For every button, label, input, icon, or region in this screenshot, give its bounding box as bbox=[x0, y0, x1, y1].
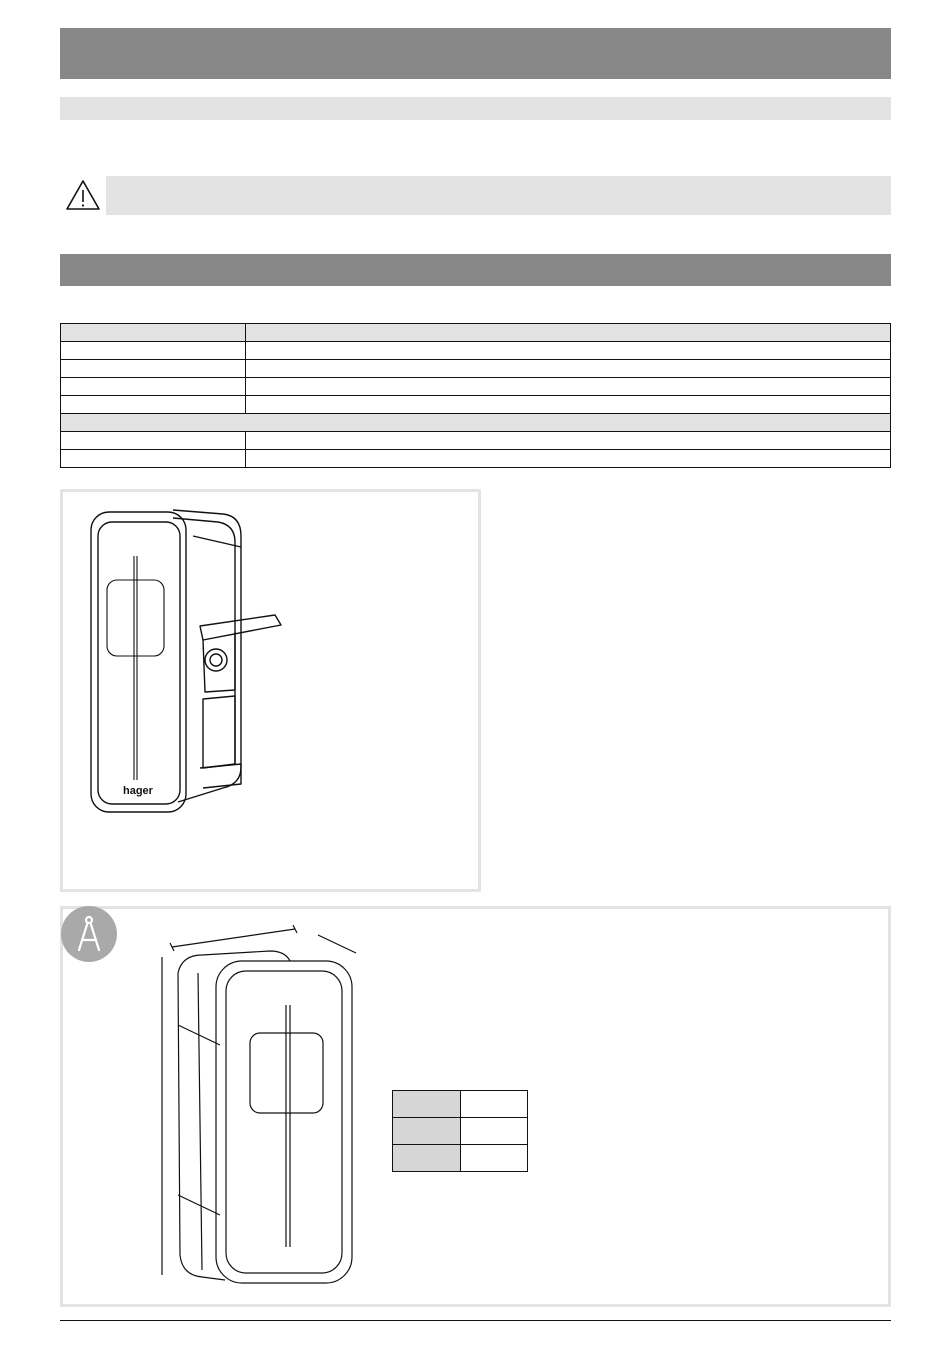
warning-icon-box bbox=[60, 176, 106, 215]
charger-dimension-drawing bbox=[150, 925, 370, 1295]
dimension-label-cell bbox=[393, 1145, 461, 1172]
charger-illustration bbox=[63, 492, 478, 889]
dimension-value-cell bbox=[461, 1145, 528, 1172]
spec-header-row bbox=[61, 324, 891, 342]
compass-badge bbox=[61, 906, 117, 962]
section-header-bar bbox=[60, 254, 891, 286]
table-row bbox=[393, 1091, 528, 1118]
spec-label-cell bbox=[61, 378, 246, 396]
spec-value-cell bbox=[246, 342, 891, 360]
table-row bbox=[61, 342, 891, 360]
spec-value-cell bbox=[246, 360, 891, 378]
spec-subheader-cell bbox=[61, 414, 891, 432]
table-row bbox=[393, 1145, 528, 1172]
spec-label-cell bbox=[61, 396, 246, 414]
table-row bbox=[61, 450, 891, 468]
table-row bbox=[61, 378, 891, 396]
spec-label-cell bbox=[61, 342, 246, 360]
spec-label-cell bbox=[61, 450, 246, 468]
specification-table bbox=[60, 323, 891, 468]
table-row bbox=[61, 396, 891, 414]
dimension-value-cell bbox=[461, 1091, 528, 1118]
table-row bbox=[393, 1118, 528, 1145]
brand-logo: hager bbox=[123, 785, 153, 797]
spec-value-cell bbox=[246, 378, 891, 396]
spec-subheader-row bbox=[61, 414, 891, 432]
footer-divider bbox=[60, 1320, 891, 1321]
page-title-bar bbox=[60, 28, 891, 79]
subtitle-bar bbox=[60, 97, 891, 120]
spec-label-cell bbox=[61, 360, 246, 378]
spec-header-cell bbox=[61, 324, 246, 342]
dimension-label-cell bbox=[393, 1091, 461, 1118]
product-illustration-frame bbox=[60, 489, 481, 892]
dimension-value-cell bbox=[461, 1118, 528, 1145]
spec-value-cell bbox=[246, 432, 891, 450]
dimension-label-cell bbox=[393, 1118, 461, 1145]
drafting-compass-icon bbox=[61, 906, 117, 962]
warning-triangle-icon bbox=[60, 176, 106, 215]
table-row bbox=[61, 432, 891, 450]
spec-header-cell bbox=[246, 324, 891, 342]
spec-label-cell bbox=[61, 432, 246, 450]
dimensions-table bbox=[392, 1090, 528, 1172]
warning-banner bbox=[60, 176, 891, 215]
spec-value-cell bbox=[246, 396, 891, 414]
table-row bbox=[61, 360, 891, 378]
spec-value-cell bbox=[246, 450, 891, 468]
